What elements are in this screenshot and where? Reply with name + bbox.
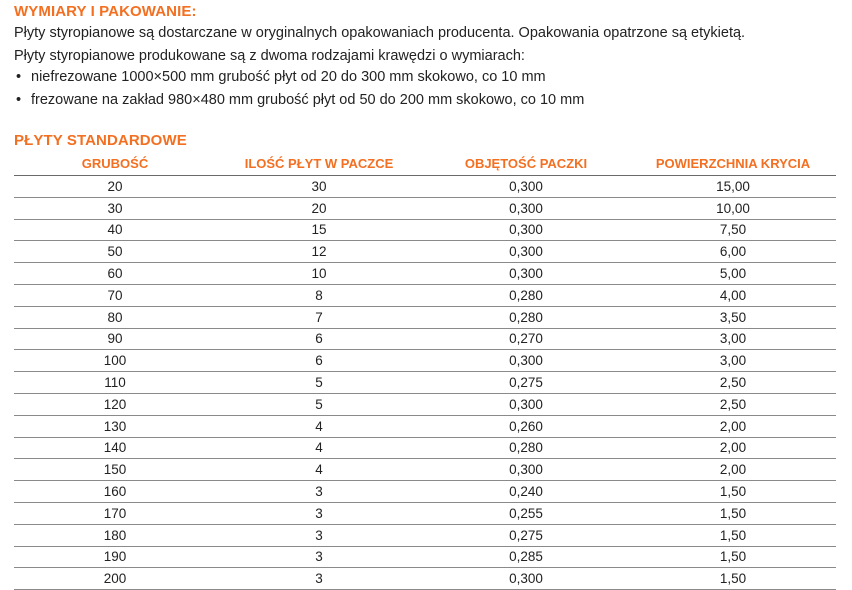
cell-pack-volume: 0,300 (422, 263, 630, 285)
cell-thickness: 70 (14, 284, 216, 306)
edge-types-list (14, 66, 584, 112)
cell-thickness: 190 (14, 546, 216, 568)
table-row (14, 524, 836, 546)
cell-coverage-area: 15,00 (630, 176, 836, 198)
cell-coverage-area: 3,50 (630, 306, 836, 328)
cell-thickness: 20 (14, 176, 216, 198)
cell-pack-volume: 0,280 (422, 437, 630, 459)
cell-pack-volume: 0,300 (422, 350, 630, 372)
cell-thickness: 100 (14, 350, 216, 372)
cell-boards-per-pack: 6 (216, 328, 422, 350)
cell-pack-volume: 0,300 (422, 393, 630, 415)
cell-coverage-area: 6,00 (630, 241, 836, 263)
cell-pack-volume: 0,300 (422, 197, 630, 219)
table-row (14, 393, 836, 415)
cell-boards-per-pack: 30 (216, 176, 422, 198)
cell-boards-per-pack: 8 (216, 284, 422, 306)
table-row (14, 372, 836, 394)
cell-coverage-area: 1,50 (630, 524, 836, 546)
cell-pack-volume: 0,255 (422, 502, 630, 524)
table-row (14, 481, 836, 503)
cell-boards-per-pack: 3 (216, 502, 422, 524)
table-row (14, 328, 836, 350)
cell-pack-volume: 0,270 (422, 328, 630, 350)
cell-boards-per-pack: 12 (216, 241, 422, 263)
table-row (14, 459, 836, 481)
cell-thickness: 200 (14, 568, 216, 590)
cell-pack-volume: 0,300 (422, 219, 630, 241)
cell-coverage-area: 10,00 (630, 197, 836, 219)
table-row (14, 350, 836, 372)
cell-coverage-area: 5,00 (630, 263, 836, 285)
cell-thickness: 180 (14, 524, 216, 546)
cell-pack-volume: 0,240 (422, 481, 630, 503)
cell-coverage-area: 2,00 (630, 459, 836, 481)
cell-coverage-area: 1,50 (630, 502, 836, 524)
cell-pack-volume: 0,280 (422, 306, 630, 328)
cell-boards-per-pack: 15 (216, 219, 422, 241)
table-row (14, 197, 836, 219)
cell-thickness: 170 (14, 502, 216, 524)
list-item-text: niefrezowane 1000×500 mm grubość płyt od 20 do 300 mm skokowo, co 10 mm (31, 69, 546, 85)
list-item (14, 89, 584, 112)
section-title-standard-boards: PŁYTY STANDARDOWE (14, 132, 187, 149)
cell-thickness: 80 (14, 306, 216, 328)
cell-coverage-area: 4,00 (630, 284, 836, 306)
cell-pack-volume: 0,300 (422, 241, 630, 263)
cell-boards-per-pack: 4 (216, 459, 422, 481)
cell-coverage-area: 2,00 (630, 437, 836, 459)
table-row (14, 437, 836, 459)
bullet-icon: • (16, 92, 22, 108)
cell-boards-per-pack: 5 (216, 393, 422, 415)
cell-pack-volume: 0,300 (422, 568, 630, 590)
cell-thickness: 120 (14, 393, 216, 415)
cell-coverage-area: 2,00 (630, 415, 836, 437)
paragraph-packaging: Płyty styropianowe są dostarczane w oryginalnych opakowaniach producenta. Opakowania opatrzone są etykietą. (14, 25, 746, 41)
standard-boards-table (14, 152, 836, 590)
cell-coverage-area: 3,00 (630, 350, 836, 372)
list-item (14, 66, 584, 89)
cell-boards-per-pack: 6 (216, 350, 422, 372)
cell-pack-volume: 0,285 (422, 546, 630, 568)
table-row (14, 219, 836, 241)
list-item-text: frezowane na zakład 980×480 mm grubość płyt od 50 do 200 mm skokowo, co 10 mm (31, 92, 585, 108)
table-row (14, 568, 836, 590)
cell-thickness: 110 (14, 372, 216, 394)
table-row (14, 415, 836, 437)
cell-thickness: 140 (14, 437, 216, 459)
cell-boards-per-pack: 4 (216, 437, 422, 459)
table-row (14, 306, 836, 328)
cell-thickness: 160 (14, 481, 216, 503)
table-row (14, 546, 836, 568)
cell-pack-volume: 0,300 (422, 459, 630, 481)
cell-thickness: 30 (14, 197, 216, 219)
cell-boards-per-pack: 3 (216, 524, 422, 546)
cell-thickness: 50 (14, 241, 216, 263)
cell-thickness: 40 (14, 219, 216, 241)
cell-thickness: 130 (14, 415, 216, 437)
column-header-thickness: GRUBOŚĆ (14, 152, 216, 176)
cell-coverage-area: 1,50 (630, 546, 836, 568)
table-header-row (14, 152, 836, 176)
column-header-pack-volume: OBJĘTOŚĆ PACZKI (422, 152, 630, 176)
cell-coverage-area: 1,50 (630, 481, 836, 503)
cell-boards-per-pack: 5 (216, 372, 422, 394)
cell-boards-per-pack: 10 (216, 263, 422, 285)
cell-thickness: 60 (14, 263, 216, 285)
table-row (14, 176, 836, 198)
cell-boards-per-pack: 3 (216, 481, 422, 503)
cell-coverage-area: 3,00 (630, 328, 836, 350)
table-row (14, 263, 836, 285)
cell-boards-per-pack: 3 (216, 546, 422, 568)
cell-pack-volume: 0,275 (422, 372, 630, 394)
cell-pack-volume: 0,260 (422, 415, 630, 437)
table-row (14, 502, 836, 524)
cell-thickness: 150 (14, 459, 216, 481)
paragraph-edge-types: Płyty styropianowe produkowane są z dwoma rodzajami krawędzi o wymiarach: (14, 48, 525, 64)
table-row (14, 284, 836, 306)
cell-boards-per-pack: 3 (216, 568, 422, 590)
cell-boards-per-pack: 7 (216, 306, 422, 328)
cell-pack-volume: 0,300 (422, 176, 630, 198)
cell-coverage-area: 7,50 (630, 219, 836, 241)
cell-coverage-area: 1,50 (630, 568, 836, 590)
bullet-icon: • (16, 69, 22, 85)
cell-pack-volume: 0,275 (422, 524, 630, 546)
cell-thickness: 90 (14, 328, 216, 350)
cell-boards-per-pack: 4 (216, 415, 422, 437)
column-header-coverage-area: POWIERZCHNIA KRYCIA (630, 152, 836, 176)
cell-coverage-area: 2,50 (630, 372, 836, 394)
table-row (14, 241, 836, 263)
section-title-dimensions: WYMIARY I PAKOWANIE: (14, 3, 197, 20)
cell-boards-per-pack: 20 (216, 197, 422, 219)
cell-pack-volume: 0,280 (422, 284, 630, 306)
column-header-boards-per-pack: ILOŚĆ PŁYT W PACZCE (216, 152, 422, 176)
cell-coverage-area: 2,50 (630, 393, 836, 415)
